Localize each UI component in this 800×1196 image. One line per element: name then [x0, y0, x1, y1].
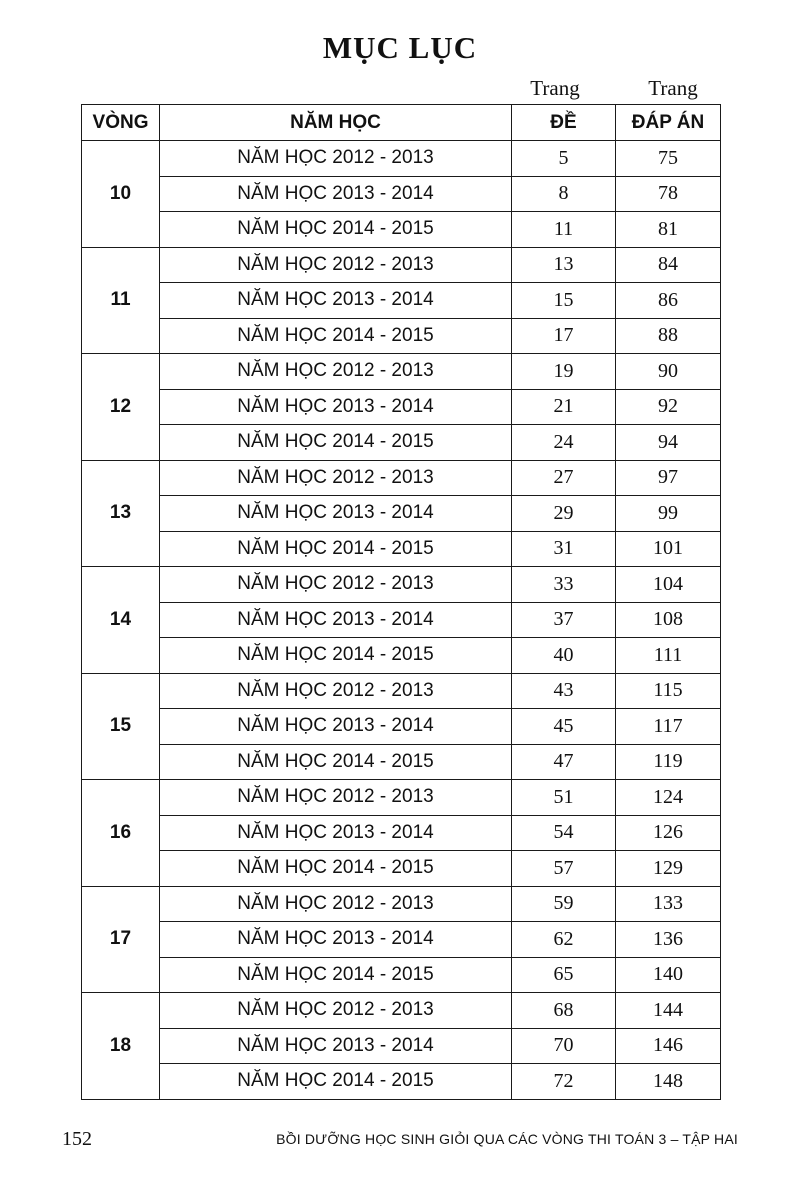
de-page-cell: 40 [512, 638, 616, 674]
dap-an-page-cell: 101 [616, 531, 721, 567]
table-row [82, 212, 721, 248]
school-year-cell: NĂM HỌC 2012 - 2013 [160, 141, 512, 177]
de-page-cell: 59 [512, 886, 616, 922]
table-body [82, 141, 721, 1100]
de-page-cell: 47 [512, 744, 616, 780]
dap-an-page-cell: 148 [616, 1064, 721, 1100]
de-page-cell: 27 [512, 460, 616, 496]
school-year-cell: NĂM HỌC 2013 - 2014 [160, 709, 512, 745]
round-number: 15 [82, 673, 160, 780]
de-page-cell: 13 [512, 247, 616, 283]
table-row [82, 425, 721, 461]
table-row [82, 1064, 721, 1100]
dap-an-page-cell: 146 [616, 1028, 721, 1064]
de-page-cell: 33 [512, 567, 616, 603]
school-year-cell: NĂM HỌC 2014 - 2015 [160, 638, 512, 674]
table-header-row [82, 105, 721, 141]
dap-an-page-cell: 117 [616, 709, 721, 745]
school-year-cell: NĂM HỌC 2013 - 2014 [160, 602, 512, 638]
header-de: ĐỀ [512, 105, 616, 141]
school-year-cell: NĂM HỌC 2012 - 2013 [160, 886, 512, 922]
school-year-cell: NĂM HỌC 2014 - 2015 [160, 851, 512, 887]
school-year-cell: NĂM HỌC 2014 - 2015 [160, 531, 512, 567]
school-year-cell: NĂM HỌC 2014 - 2015 [160, 318, 512, 354]
table-row [82, 602, 721, 638]
table-row [82, 141, 721, 177]
round-number: 18 [82, 993, 160, 1100]
dap-an-page-cell: 88 [616, 318, 721, 354]
dap-an-page-cell: 94 [616, 425, 721, 461]
dap-an-page-cell: 90 [616, 354, 721, 390]
dap-an-page-cell: 119 [616, 744, 721, 780]
trang-dap-an-label: Trang [648, 76, 698, 100]
table-row [82, 744, 721, 780]
round-number: 17 [82, 886, 160, 993]
school-year-cell: NĂM HỌC 2013 - 2014 [160, 1028, 512, 1064]
table-row [82, 886, 721, 922]
round-number: 14 [82, 567, 160, 674]
table-row [82, 922, 721, 958]
trang-de-label: Trang [530, 76, 580, 100]
table-row [82, 957, 721, 993]
de-page-cell: 37 [512, 602, 616, 638]
de-page-cell: 65 [512, 957, 616, 993]
page-title: MỤC LỤC [322, 30, 478, 65]
school-year-cell: NĂM HỌC 2012 - 2013 [160, 460, 512, 496]
school-year-cell: NĂM HỌC 2013 - 2014 [160, 496, 512, 532]
header-dap-an: ĐÁP ÁN [616, 105, 721, 141]
table-row [82, 709, 721, 745]
dap-an-page-cell: 124 [616, 780, 721, 816]
table-row [82, 247, 721, 283]
table-row [82, 318, 721, 354]
header-nam-hoc: NĂM HỌC [160, 105, 512, 141]
school-year-cell: NĂM HỌC 2013 - 2014 [160, 389, 512, 425]
dap-an-page-cell: 136 [616, 922, 721, 958]
dap-an-page-cell: 144 [616, 993, 721, 1029]
table-row [82, 531, 721, 567]
table-row [82, 780, 721, 816]
table-row [82, 567, 721, 603]
table-row [82, 460, 721, 496]
dap-an-page-cell: 86 [616, 283, 721, 319]
de-page-cell: 45 [512, 709, 616, 745]
school-year-cell: NĂM HỌC 2013 - 2014 [160, 176, 512, 212]
table-row [82, 993, 721, 1029]
school-year-cell: NĂM HỌC 2013 - 2014 [160, 283, 512, 319]
table-row [82, 673, 721, 709]
table-row [82, 283, 721, 319]
de-page-cell: 72 [512, 1064, 616, 1100]
table-of-contents [81, 104, 721, 1100]
de-page-cell: 19 [512, 354, 616, 390]
dap-an-page-cell: 75 [616, 141, 721, 177]
school-year-cell: NĂM HỌC 2012 - 2013 [160, 993, 512, 1029]
de-page-cell: 15 [512, 283, 616, 319]
school-year-cell: NĂM HỌC 2014 - 2015 [160, 425, 512, 461]
school-year-cell: NĂM HỌC 2012 - 2013 [160, 780, 512, 816]
table-row [82, 176, 721, 212]
table-row [82, 496, 721, 532]
de-page-cell: 62 [512, 922, 616, 958]
dap-an-page-cell: 129 [616, 851, 721, 887]
table-row [82, 354, 721, 390]
table-row [82, 815, 721, 851]
dap-an-page-cell: 115 [616, 673, 721, 709]
round-number: 11 [82, 247, 160, 354]
school-year-cell: NĂM HỌC 2013 - 2014 [160, 922, 512, 958]
dap-an-page-cell: 99 [616, 496, 721, 532]
de-page-cell: 51 [512, 780, 616, 816]
round-number: 10 [82, 141, 160, 248]
dap-an-page-cell: 104 [616, 567, 721, 603]
de-page-cell: 8 [512, 176, 616, 212]
de-page-cell: 43 [512, 673, 616, 709]
dap-an-page-cell: 111 [616, 638, 721, 674]
school-year-cell: NĂM HỌC 2014 - 2015 [160, 1064, 512, 1100]
school-year-cell: NĂM HỌC 2014 - 2015 [160, 957, 512, 993]
table-row [82, 389, 721, 425]
school-year-cell: NĂM HỌC 2012 - 2013 [160, 354, 512, 390]
dap-an-page-cell: 133 [616, 886, 721, 922]
dap-an-page-cell: 140 [616, 957, 721, 993]
dap-an-page-cell: 84 [616, 247, 721, 283]
de-page-cell: 17 [512, 318, 616, 354]
de-page-cell: 68 [512, 993, 616, 1029]
dap-an-page-cell: 81 [616, 212, 721, 248]
table-row [82, 1028, 721, 1064]
school-year-cell: NĂM HỌC 2013 - 2014 [160, 815, 512, 851]
school-year-cell: NĂM HỌC 2012 - 2013 [160, 567, 512, 603]
school-year-cell: NĂM HỌC 2012 - 2013 [160, 247, 512, 283]
dap-an-page-cell: 92 [616, 389, 721, 425]
header-vong: VÒNG [82, 105, 160, 141]
dap-an-page-cell: 126 [616, 815, 721, 851]
de-page-cell: 70 [512, 1028, 616, 1064]
table-row [82, 851, 721, 887]
school-year-cell: NĂM HỌC 2012 - 2013 [160, 673, 512, 709]
round-number: 12 [82, 354, 160, 461]
de-page-cell: 31 [512, 531, 616, 567]
dap-an-page-cell: 97 [616, 460, 721, 496]
school-year-cell: NĂM HỌC 2014 - 2015 [160, 744, 512, 780]
dap-an-page-cell: 78 [616, 176, 721, 212]
de-page-cell: 29 [512, 496, 616, 532]
table-row [82, 638, 721, 674]
school-year-cell: NĂM HỌC 2014 - 2015 [160, 212, 512, 248]
book-title-footer: BỒI DƯỠNG HỌC SINH GIỎI QUA CÁC VÒNG THI TOÁN 3 – TẬP HAI [276, 1131, 738, 1147]
de-page-cell: 24 [512, 425, 616, 461]
de-page-cell: 57 [512, 851, 616, 887]
dap-an-page-cell: 108 [616, 602, 721, 638]
round-number: 16 [82, 780, 160, 887]
de-page-cell: 11 [512, 212, 616, 248]
de-page-cell: 54 [512, 815, 616, 851]
de-page-cell: 5 [512, 141, 616, 177]
page-number: 152 [62, 1128, 92, 1150]
round-number: 13 [82, 460, 160, 567]
de-page-cell: 21 [512, 389, 616, 425]
